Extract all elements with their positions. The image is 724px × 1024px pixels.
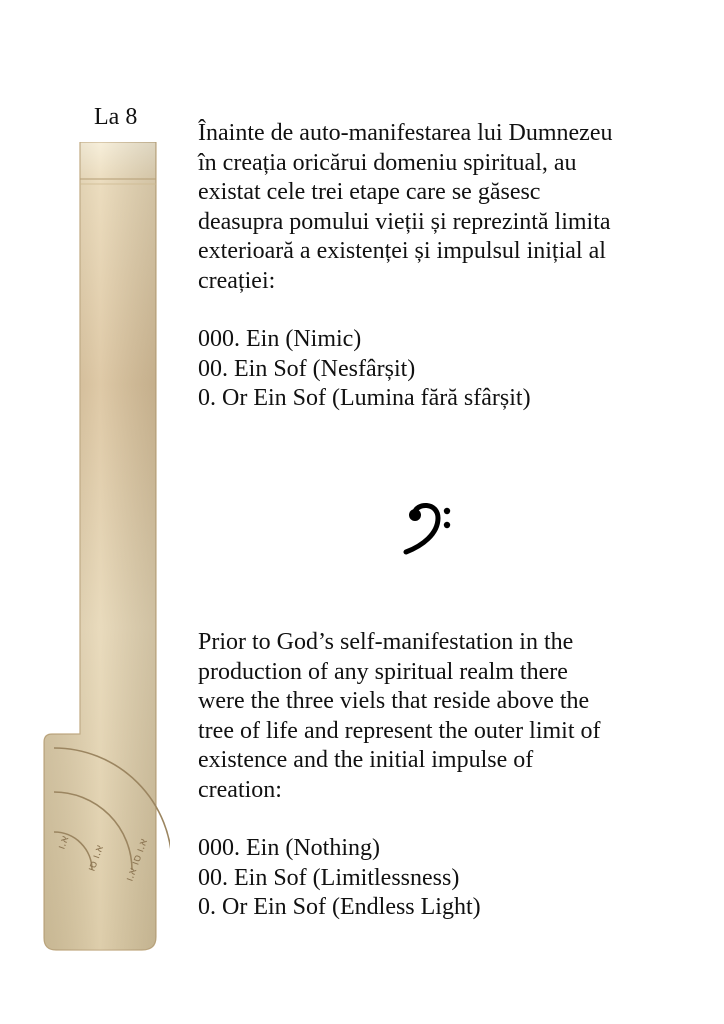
engraving-3: א.ו סו א.ו (122, 836, 151, 884)
text-line: Înainte de auto-manifestarea lui Dumnezeu (198, 120, 613, 146)
english-list (198, 834, 698, 923)
engraving-1: א.ו (54, 833, 72, 852)
english-text (198, 628, 698, 923)
bass-clef-icon (400, 496, 460, 556)
list-item: 0. Or Ein Sof (Lumina fără sfârșit) (198, 385, 531, 411)
text-line: production of any spiritual realm there (198, 658, 568, 685)
list-item: 0. Or Ein Sof (Endless Light) (198, 894, 481, 920)
text-line: creației: (198, 267, 276, 294)
text-line: Prior to God’s self-manifestation in the (198, 629, 574, 655)
text-line: exterioară a existenței și impulsul inițial al (198, 238, 606, 264)
wooden-stick-image (42, 142, 170, 957)
romanian-text (198, 119, 698, 414)
text-line: existat cele trei etape care se găsesc (198, 179, 541, 205)
english-paragraph (198, 628, 698, 805)
text-line: existence and the initial impulse of (198, 747, 534, 773)
romanian-paragraph (198, 119, 698, 296)
list-item: 000. Ein (Nimic) (198, 326, 362, 352)
engraving-2: א.ו סו (84, 842, 107, 874)
text-line: în creația oricărui domeniu spiritual, au (198, 149, 577, 176)
romanian-list (198, 325, 698, 414)
text-line: deasupra pomului vieții și reprezintă limita (198, 208, 611, 235)
list-item: 00. Ein Sof (Limitlessness) (198, 864, 460, 891)
list-item: 000. Ein (Nothing) (198, 835, 380, 861)
text-line: tree of life and represent the outer limit of (198, 717, 601, 744)
text-line: were the three viels that reside above the (198, 688, 590, 714)
corner-label: La 8 (94, 104, 138, 130)
list-item: 00. Ein Sof (Nesfârșit) (198, 355, 416, 382)
text-line: creation: (198, 776, 282, 803)
